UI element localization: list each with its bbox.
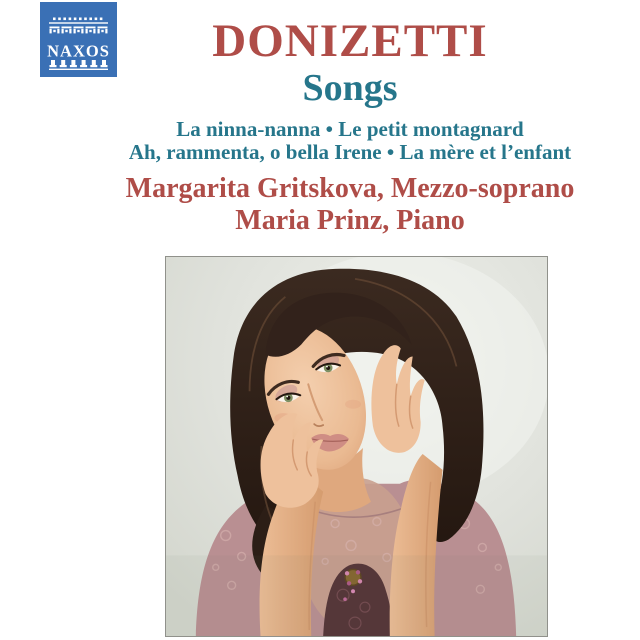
portrait-illustration (166, 257, 547, 636)
artist-line-2: Maria Prinz, Piano (235, 205, 465, 236)
artist-line-1: Margarita Gritskova, Mezzo-soprano (125, 173, 575, 204)
artist-photo (165, 256, 548, 637)
naxos-logo-text: NAXOS (47, 41, 110, 61)
composer-title: DONIZETTI (212, 15, 488, 67)
track-line-2: Ah, rammenta, o bella Irene • La mère et l’enfant (128, 140, 572, 164)
album-title: Songs (302, 67, 398, 109)
track-line-1: La ninna-nanna • Le petit montagnard (176, 117, 524, 141)
